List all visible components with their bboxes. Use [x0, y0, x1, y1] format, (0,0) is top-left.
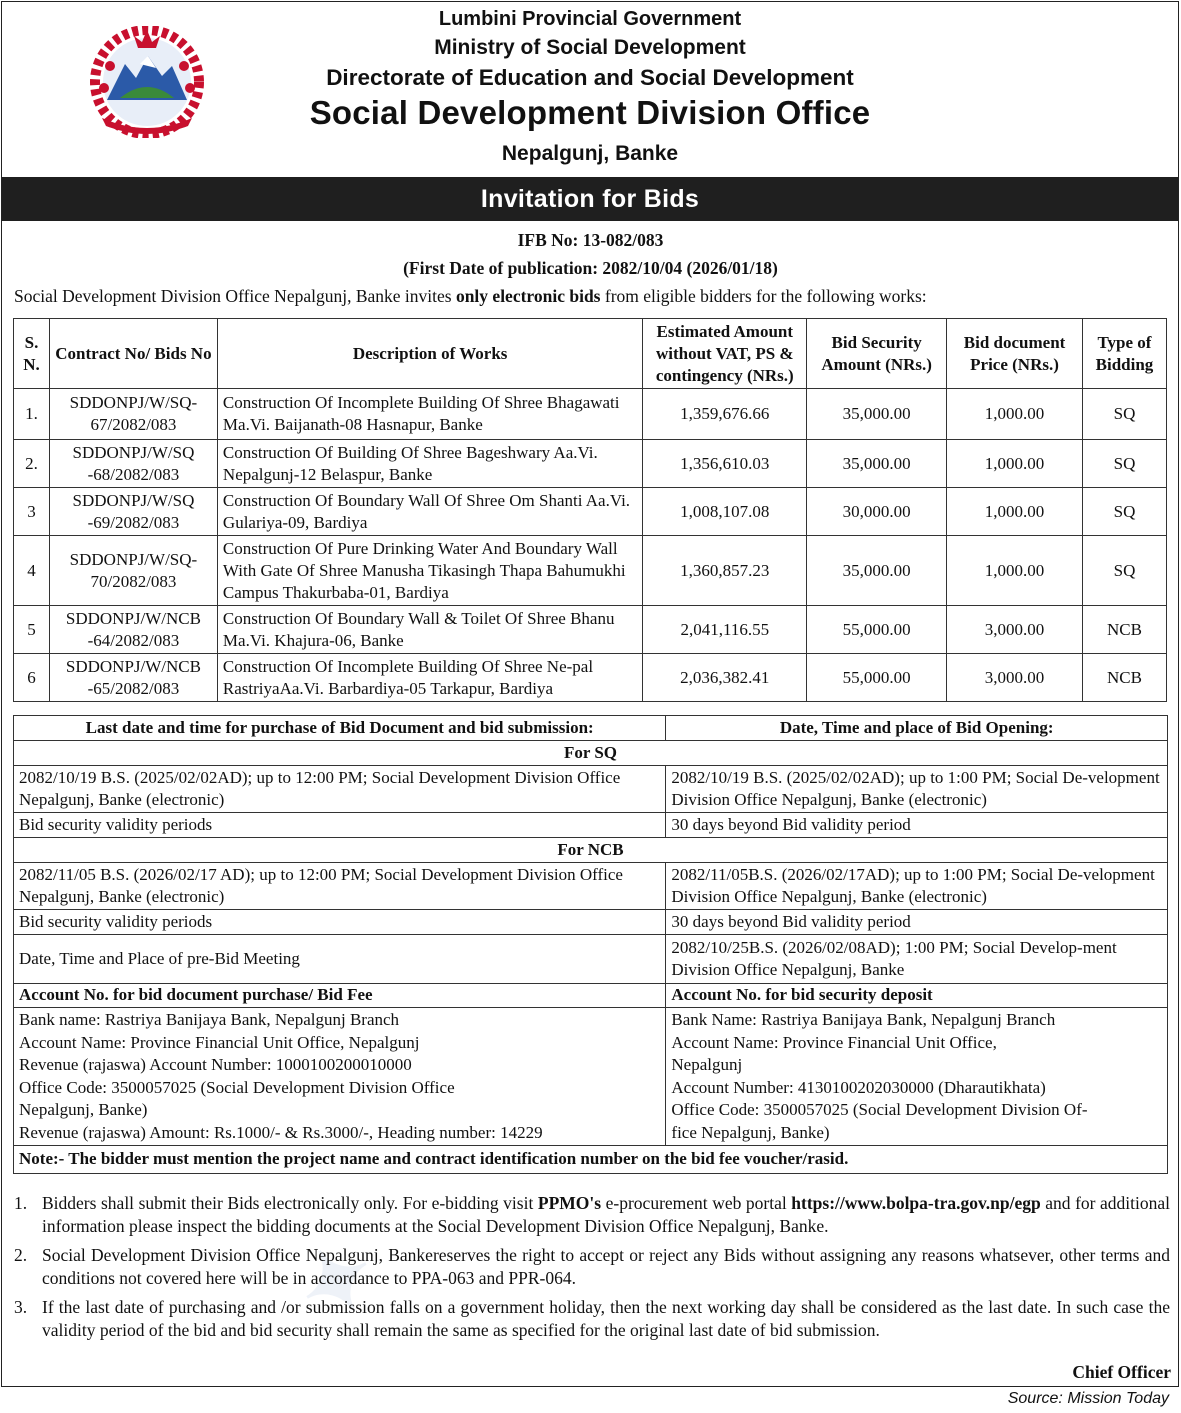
note-text: If the last date of purchasing and /or submission falls on a government holiday, then the next working day shall be considered as the last date. In such case the validity period of the bid and bid security shall remain the same as specified for the original last date of bid submission.: [42, 1297, 1170, 1340]
prebid-label: Date, Time and Place of pre-Bid Meeting: [14, 935, 666, 984]
ncb-label: For NCB: [14, 838, 1168, 863]
table-row: [14, 606, 1167, 654]
table-row: [14, 654, 1167, 702]
portal-link[interactable]: https://www.bolpa-tra.gov.np/egp: [791, 1193, 1041, 1213]
account-fee-line: Office Code: 3500057025 (Social Development Division Office: [19, 1077, 455, 1097]
cell-type: SQ: [1082, 389, 1166, 440]
cell-doc-price: 1,000.00: [947, 488, 1083, 536]
works-header-row: [14, 319, 1167, 389]
submission-header: Last date and time for purchase of Bid Document and bid submission:: [14, 716, 666, 741]
sq-submission: 2082/10/19 B.S. (2025/02/02AD); up to 12:00 PM; Social Development Division Office Nepalgunj, Banke (electronic): [14, 766, 666, 813]
account-security-line: Account Name: Province Financial Unit Office,: [671, 1032, 997, 1052]
note-row: [14, 1146, 1168, 1174]
works-table: [13, 318, 1167, 702]
account-details-row: [14, 1008, 1168, 1146]
header-ministry: Ministry of Social Development: [434, 36, 746, 59]
ncb-section-row: [14, 838, 1168, 863]
header-government: Lumbini Provincial Government: [438, 8, 742, 30]
account-security-line: Nepalgunj: [671, 1055, 743, 1074]
note-number: 3.: [14, 1297, 28, 1317]
account-fee-details: [14, 1008, 666, 1146]
cell-sn: 2.: [14, 440, 50, 488]
cell-estimated: 1,359,676.66: [643, 389, 807, 440]
note1-part-c: e-procurement web portal: [601, 1193, 792, 1213]
cell-doc-price: 3,000.00: [947, 654, 1083, 702]
cell-type: SQ: [1082, 536, 1166, 606]
cell-doc-price: 1,000.00: [947, 536, 1083, 606]
intro-text: [14, 286, 927, 307]
prebid-value: 2082/10/25B.S. (2026/02/08AD); 1:00 PM; Social Develop-ment Division Office Nepalgunj, Banke: [666, 935, 1168, 984]
note1-part-e: and for additional information please inspect the bidding documents at the Social Development Division Office Nepalgunj, Banke.: [42, 1193, 1171, 1236]
header-office: Social Development Division Office: [309, 94, 871, 131]
cell-contract: SDDONPJ/W/SQ -69/2082/083: [49, 488, 217, 536]
header-sn: S. N.: [14, 319, 50, 389]
note-number: 2.: [14, 1245, 28, 1265]
sq-section-row: [14, 741, 1168, 766]
cell-doc-price: 1,000.00: [947, 440, 1083, 488]
ncb-submission: 2082/11/05 B.S. (2026/02/17 AD); up to 12:00 PM; Social Development Division Office Nepalgunj, Banke (electronic): [14, 863, 666, 910]
watermark-decoration: ✦: [280, 1220, 396, 1346]
notes-list: [14, 1192, 1170, 1348]
ppmo-label: PPMO's: [537, 1193, 602, 1213]
sq-validity-label: Bid security validity periods: [14, 813, 666, 838]
cell-contract: SDDONPJ/W/SQ-70/2082/083: [49, 536, 217, 606]
sq-opening: 2082/10/19 B.S. (2025/02/02AD); up to 1:00 PM; Social De-velopment Division Office Nepalgunj, Banke (electronic): [666, 766, 1168, 813]
cell-description: Construction Of Incomplete Building Of Shree Ne-pal RastriyaAa.Vi. Barbardiya-05 Tarkapur, Bardiya: [217, 654, 642, 702]
account-fee-header: Account No. for bid document purchase/ Bid Fee: [14, 984, 666, 1008]
note-text: [42, 1192, 1170, 1237]
sq-dates-row: [14, 766, 1168, 813]
table-row: [14, 488, 1167, 536]
header-description: Description of Works: [217, 319, 642, 389]
ifb-number: IFB No: 13-082/083: [517, 230, 664, 250]
note1-part-a: Bidders shall submit their Bids electronically only. For e-bidding visit: [42, 1193, 538, 1213]
cell-contract: SDDONPJ/W/SQ-67/2082/083: [49, 389, 217, 440]
cell-sn: 4: [14, 536, 50, 606]
cell-security: 30,000.00: [807, 488, 947, 536]
source-credit: Source: Mission Today: [1007, 1390, 1169, 1407]
cell-security: 55,000.00: [807, 606, 947, 654]
account-security-line: Account Number: 4130100202030000 (Dharautikhata): [671, 1077, 1046, 1097]
opening-header: Date, Time and place of Bid Opening:: [666, 716, 1168, 741]
account-fee-line: Bank name: Rastriya Banijaya Bank, Nepalgunj Branch: [19, 1010, 400, 1029]
nepal-emblem-icon: [80, 26, 214, 138]
ncb-validity-value: 30 days beyond Bid validity period: [666, 910, 1168, 935]
cell-doc-price: 3,000.00: [947, 606, 1083, 654]
cell-contract: SDDONPJ/W/NCB -64/2082/083: [49, 606, 217, 654]
header-security: Bid Security Amount (NRs.): [807, 319, 947, 389]
schedule-table: [13, 715, 1168, 1174]
cell-estimated: 1,356,610.03: [643, 440, 807, 488]
cell-description: Construction Of Pure Drinking Water And Boundary Wall With Gate Of Shree Manusha Tikasingh Thapa Bahumukhi Campus Thakurbaba-01, Bardiya: [217, 536, 642, 606]
sq-label: For SQ: [14, 741, 1168, 766]
account-header-row: [14, 984, 1168, 1008]
cell-security: 35,000.00: [807, 536, 947, 606]
cell-estimated: 2,036,382.41: [643, 654, 807, 702]
header-type: Type of Bidding: [1082, 319, 1166, 389]
cell-type: SQ: [1082, 440, 1166, 488]
account-fee-line: Nepalgunj, Banke): [19, 1100, 148, 1119]
intro-after: from eligible bidders for the following works:: [600, 286, 927, 306]
header-doc-price: Bid document Price (NRs.): [947, 319, 1083, 389]
cell-description: Construction Of Boundary Wall Of Shree Om Shanti Aa.Vi. Gulariya-09, Bardiya: [217, 488, 642, 536]
cell-description: Construction Of Incomplete Building Of Shree Bhagawati Ma.Vi. Baijanath-08 Hasnapur, Banke: [217, 389, 642, 440]
header-contract: Contract No/ Bids No: [49, 319, 217, 389]
cell-type: SQ: [1082, 488, 1166, 536]
schedule-header-row: [14, 716, 1168, 741]
cell-doc-price: 1,000.00: [947, 389, 1083, 440]
account-security-line: Bank Name: Rastriya Banijaya Bank, Nepalgunj Branch: [671, 1010, 1056, 1029]
list-item: [14, 1296, 1170, 1341]
header-location: Nepalgunj, Banke: [501, 142, 679, 165]
list-item: [14, 1244, 1170, 1289]
signature: Chief Officer: [1072, 1362, 1171, 1382]
cell-security: 35,000.00: [807, 389, 947, 440]
intro-before: Social Development Division Office Nepalgunj, Banke invites: [14, 286, 456, 306]
cell-contract: SDDONPJ/W/SQ -68/2082/083: [49, 440, 217, 488]
account-fee-line: Revenue (rajaswa) Amount: Rs.1000/- & Rs.3000/-, Heading number: 14229: [19, 1122, 543, 1142]
account-security-details: [666, 1008, 1168, 1146]
ncb-opening: 2082/11/05B.S. (2026/02/17AD); up to 1:00 PM; Social De-velopment Division Office Nepalgunj, Banke (electronic): [666, 863, 1168, 910]
account-security-line: Office Code: 3500057025 (Social Development Division Of-: [671, 1100, 1088, 1119]
cell-description: Construction Of Building Of Shree Bageshwary Aa.Vi. Nepalgunj-12 Belaspur, Banke: [217, 440, 642, 488]
cell-description: Construction Of Boundary Wall & Toilet Of Shree Bhanu Ma.Vi. Khajura-06, Banke: [217, 606, 642, 654]
sq-validity-value: 30 days beyond Bid validity period: [666, 813, 1168, 838]
header-directorate: Directorate of Education and Social Development: [326, 65, 854, 90]
cell-estimated: 2,041,116.55: [643, 606, 807, 654]
intro-bold: only electronic bids: [455, 286, 601, 306]
account-security-header: Account No. for bid security deposit: [666, 984, 1168, 1008]
voucher-note: Note:- The bidder must mention the project name and contract identification number on the bid fee voucher/rasid.: [14, 1146, 1168, 1174]
note-number: 1.: [14, 1193, 28, 1213]
table-row: [14, 440, 1167, 488]
note-text: Social Development Division Office Nepalgunj, Bankereserves the right to accept or reject any Bids without assigning any reasons whatsever, other terms and conditions not covered here will be in accordance to PPA-063 and PPR-064.: [42, 1245, 1170, 1288]
cell-sn: 5: [14, 606, 50, 654]
prebid-row: [14, 935, 1168, 984]
cell-sn: 1.: [14, 389, 50, 440]
ncb-validity-row: [14, 910, 1168, 935]
cell-security: 55,000.00: [807, 654, 947, 702]
table-row: [14, 389, 1167, 440]
list-item: [14, 1192, 1170, 1237]
cell-sn: 6: [14, 654, 50, 702]
account-fee-line: Revenue (rajaswa) Account Number: 1000100200010000: [19, 1055, 412, 1074]
cell-estimated: 1,008,107.08: [643, 488, 807, 536]
cell-contract: SDDONPJ/W/NCB -65/2082/083: [49, 654, 217, 702]
cell-sn: 3: [14, 488, 50, 536]
account-security-line: fice Nepalgunj, Banke): [671, 1122, 830, 1142]
cell-security: 35,000.00: [807, 440, 947, 488]
ncb-dates-row: [14, 863, 1168, 910]
title-banner: Invitation for Bids: [2, 177, 1178, 221]
cell-type: NCB: [1082, 654, 1166, 702]
publication-date: (First Date of publication: 2082/10/04 (2026/01/18): [403, 258, 778, 278]
header-estimated: Estimated Amount without VAT, PS & contingency (NRs.): [643, 319, 807, 389]
ncb-validity-label: Bid security validity periods: [14, 910, 666, 935]
sq-validity-row: [14, 813, 1168, 838]
cell-type: NCB: [1082, 606, 1166, 654]
cell-estimated: 1,360,857.23: [643, 536, 807, 606]
account-fee-line: Account Name: Province Financial Unit Office, Nepalgunj: [19, 1032, 420, 1052]
table-row: [14, 536, 1167, 606]
